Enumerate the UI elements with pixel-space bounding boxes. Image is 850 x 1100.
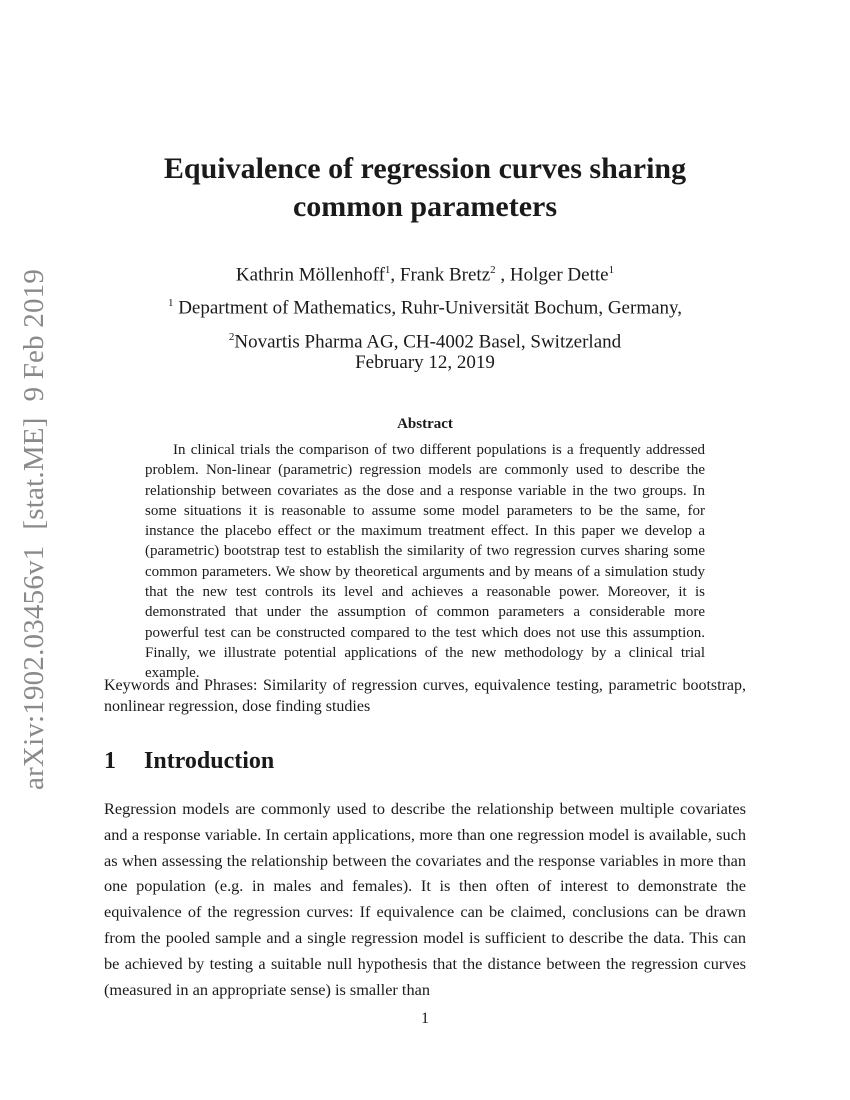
affiliation-mark: 1: [384, 264, 391, 276]
keywords-text: Similarity of regression curves, equivalence testing, parametric bootstrap, nonlinear regression, dose finding studies: [104, 677, 746, 715]
section-heading-introduction: [104, 748, 274, 775]
arxiv-stamp: [18, 270, 58, 790]
section-number: 1: [104, 748, 116, 774]
arxiv-id: arXiv:1902.03456v1: [18, 545, 50, 790]
keywords: [104, 675, 746, 717]
arxiv-date: 9 Feb 2019: [18, 268, 50, 402]
abstract-body: In clinical trials the comparison of two different populations is a frequently addressed problem. Non-linear (parametric) regression models are commonly used to describe the relationship between covariates as the dose and a response variable in the two groups. In some situations it is reasonable to assume some model parameters to be the same, for instance the placebo effect or the maximum treatment effect. In this paper we develop a (parametric) bootstrap test to establish the similarity of two regression curves sharing some common parameters. We show by theoretical arguments and by means of a simulation study that the new test controls its level and achieves a reasonable power. Moreover, it is demonstrated that under the assumption of common parameters a considerable more powerful test can be constructed compared to the test which does not use this assumption. Finally, we illustrate potential applications of the new methodology by a clinical trial example.: [145, 442, 705, 682]
paper-title: [100, 150, 750, 226]
introduction-body: Regression models are commonly used to describe the relationship between multiple covariates and a response variable. In certain applications, more than one regression model is available, such as when assessing the relationship between the covariates and the response variables in more than one population (e.g. in males and females). It is then often of interest to demonstrate the equivalence of the regression curves: If equivalence can be claimed, conclusions can be drawn from the pooled sample and a single regression model is sufficient to describe the data. This can be achieved by testing a suitable null hypothesis that the distance between the regression curves (measured in an appropriate sense) is smaller than: [104, 799, 746, 999]
keywords-label: Keywords and Phrases:: [104, 677, 258, 694]
arxiv-category: [stat.ME]: [18, 417, 50, 530]
affiliation-mark: 2: [490, 264, 496, 276]
title-line-2: common parameters: [292, 190, 558, 223]
author-name: Frank Bretz: [399, 264, 491, 286]
affiliation-2: $^2$Novartis Pharma AG, CH-4002 Basel, Switzerland: [228, 330, 622, 352]
author-name: Holger Dette: [509, 264, 609, 286]
page-number: 1: [421, 1010, 429, 1027]
author-name: Kathrin Möllenhoff: [235, 264, 385, 286]
affiliation-1: $^1$ Department of Mathematics, Ruhr-Universität Bochum, Germany,: [167, 297, 683, 319]
section-title: Introduction: [144, 748, 275, 774]
affiliation-mark: 1: [608, 264, 615, 276]
abstract-heading: Abstract: [397, 416, 453, 432]
title-line-1: Equivalence of regression curves sharing: [163, 152, 687, 185]
author-block: [100, 256, 750, 356]
paper-date: February 12, 2019: [355, 352, 495, 373]
author-list: Kathrin Möllenhoff$^1$, Frank Bretz$^2$ , Holger Dette$^1$: [235, 264, 615, 286]
